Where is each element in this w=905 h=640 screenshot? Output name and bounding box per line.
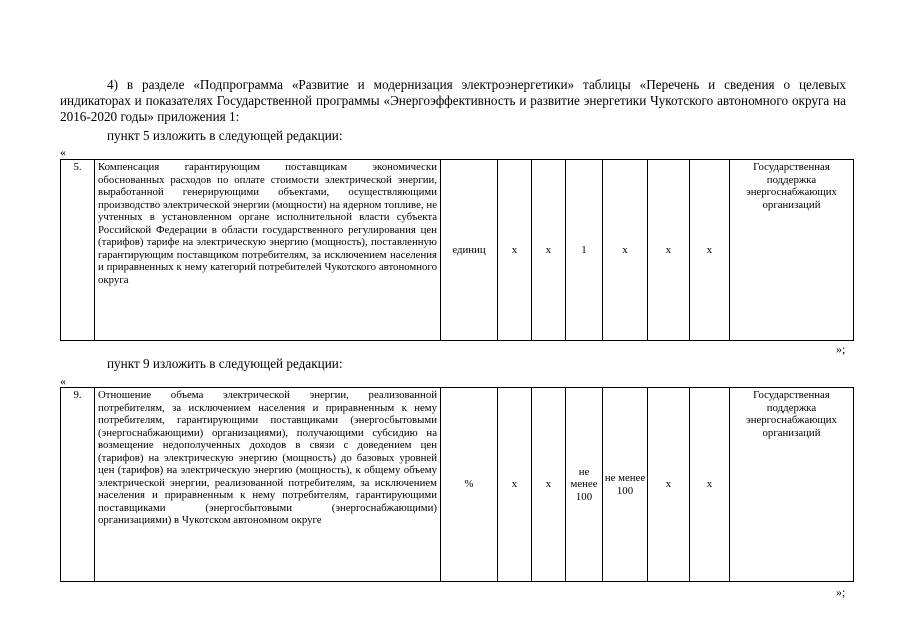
indicator-description: Компенсация гарантирующим поставщикам экономически обоснованных расходов по оплате стоимости электрической энергии, выработанной генерирующими объектами, осуществляющими производство электрической энергии (мощности) на ядерном топливе, не учтенных в установленном органе исполнительной власти субъекта Российской Федерации в области государственного регулирования цен (тарифов) тарифе на электрическую энергию (мощность), поставленную гарантирующим поставщиком потребителям, за исключением населения и приравненных к нему категорий потребителей Чукотского автономного округа	[95, 160, 441, 341]
value-cell: x	[498, 160, 532, 341]
unit-cell: %	[441, 388, 498, 582]
intro-text: 4) в разделе «Подпрограмма «Развитие и модернизация электроэнергетики» таблицы «Перечень и сведения о целевых индикаторах и показателях Государственной программы «Энергоэффективность и развитие энергетики Чукотского автономного округа на 2016-2020 годы» приложения 1:	[60, 77, 846, 124]
open-quote-2: «	[60, 374, 66, 388]
indicator-row-9	[60, 387, 854, 582]
unit-cell: единиц	[441, 160, 498, 341]
indicator-row-5	[60, 159, 854, 341]
funding-source: Государственная поддержка энергоснабжающих организаций	[730, 160, 854, 341]
value-cell: x	[648, 388, 690, 582]
value-cell: x	[690, 388, 730, 582]
value-cell: 1	[566, 160, 603, 341]
funding-source: Государственная поддержка энергоснабжающих организаций	[730, 388, 854, 582]
value-cell: x	[648, 160, 690, 341]
open-quote-1: «	[60, 145, 66, 159]
close-quote-2: »;	[836, 585, 846, 599]
row-number: 9.	[61, 388, 95, 582]
value-cell: не менее 100	[566, 388, 603, 582]
close-quote-1: »;	[836, 342, 846, 356]
value-cell: x	[532, 160, 566, 341]
value-cell: x	[690, 160, 730, 341]
intro-paragraph	[60, 77, 846, 125]
value-cell: x	[603, 160, 648, 341]
value-cell: не менее 100	[603, 388, 648, 582]
value-cell: x	[532, 388, 566, 582]
item-5-heading: пункт 5 изложить в следующей редакции:	[107, 128, 343, 143]
value-cell: x	[498, 388, 532, 582]
indicator-description: Отношение объема электрической энергии, реализованной потребителям, за исключением населения и приравненным к нему потребителям, гарантирующими поставщиками (энергосбытовыми (энергоснабжающими) организациями), получающими субсидию на возмещение недополученных доходов в связи с доведением цен (тарифов) на электрическую энергию (мощность) до базовых уровней цен (тарифов) на электрическую энергию (мощность), к общему объему электрической энергии, реализованной потребителям, за исключением населения и приравненным к нему потребителям, гарантирующими поставщиками (энергосбытовыми (энергоснабжающими) организациями) в Чукотском автономном округе	[95, 388, 441, 582]
item-9-heading: пункт 9 изложить в следующей редакции:	[107, 356, 343, 371]
row-number: 5.	[61, 160, 95, 341]
